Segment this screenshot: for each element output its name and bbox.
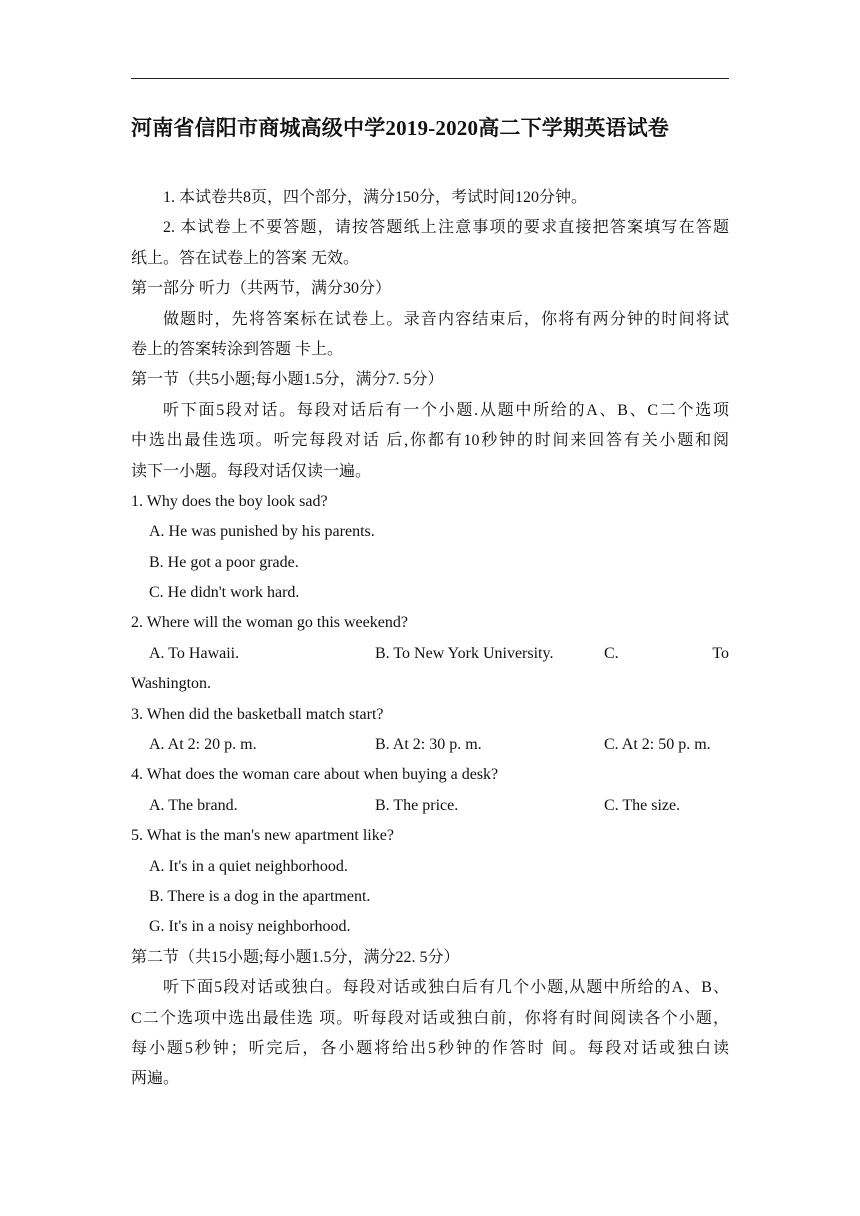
answer-option — [604, 639, 729, 669]
instruction-line: 中选出最佳选项。听完每段对话 后,你都有10秒钟的时间来回答有关小题和阅 — [131, 432, 729, 450]
instruction-line: 两遍。 — [131, 1070, 180, 1088]
instruction-line: 做题时，先将答案标在试卷上。录音内容结束后，你将有两分钟的时间将试 — [163, 310, 729, 328]
answer-option: C. The size. — [604, 796, 681, 814]
part1-heading: 第一部分 听力（共两节，满分30分） — [131, 280, 392, 298]
answer-options-row — [131, 639, 729, 669]
instruction-line: 每小题5秒钟；听完后，各小题将给出5秒钟的作答时 间。每段对话或独白读 — [131, 1039, 729, 1057]
question-stem: 2. Where will the woman go this weekend? — [131, 614, 408, 632]
answer-option: A. He was punished by his parents. — [149, 523, 375, 541]
answer-option: B. There is a dog in the apartment. — [149, 887, 371, 905]
answer-option: A. The brand. — [149, 796, 238, 814]
answer-option: B. He got a poor grade. — [149, 553, 299, 571]
question-stem: 1. Why does the boy look sad? — [131, 492, 328, 510]
instruction-line: 卷上的答案转涂到答题 卡上。 — [131, 340, 344, 358]
answer-option: B. The price. — [375, 796, 459, 814]
header-rule — [131, 78, 729, 79]
exam-content — [131, 183, 729, 1095]
answer-options-row — [131, 730, 729, 760]
answer-option: C. He didn't work hard. — [149, 584, 300, 602]
instruction-line: C二个选项中选出最佳选 项。听每段对话或独白前，你将有时间阅读各个小题， — [131, 1009, 729, 1027]
question-stem: 5. What is the man's new apartment like? — [131, 827, 394, 845]
section2-heading: 第二节（共15小题;每小题1.5分，满分22. 5分） — [131, 948, 460, 966]
answer-option: A. It's in a quiet neighborhood. — [149, 857, 348, 875]
answer-option: A. To Hawaii. — [149, 644, 240, 662]
option-label: C. — [604, 644, 619, 662]
question-stem: 3. When did the basketball match start? — [131, 705, 384, 723]
answer-option: B. To New York University. — [375, 644, 554, 662]
answer-option: A. At 2: 20 p. m. — [149, 736, 257, 754]
instruction-line: 读下一小题。每段对话仅读一遍。 — [131, 462, 372, 480]
section1-heading: 第一节（共5小题;每小题1.5分，满分7. 5分） — [131, 371, 444, 389]
answer-option: B. At 2: 30 p. m. — [375, 736, 482, 754]
option-text: To — [712, 644, 729, 662]
answer-option: C. At 2: 50 p. m. — [604, 736, 711, 754]
answer-option-continued: Washington. — [131, 675, 212, 693]
answer-option: G. It's in a noisy neighborhood. — [149, 918, 351, 936]
answer-options-row — [131, 791, 729, 821]
instruction-line: 听下面5段对话。每段对话后有一个小题.从题中所给的A、B、C二个选项 — [163, 401, 729, 419]
note-line: 1. 本试卷共8页，四个部分，满分150分，考试时间120分钟。 — [163, 189, 588, 206]
question-stem: 4. What does the woman care about when buying a desk? — [131, 766, 499, 784]
page-title: 河南省信阳市商城高级中学2019-2020高二下学期英语试卷 — [131, 116, 669, 140]
note-line: 2. 本试卷上不要答题，请按答题纸上注意事项的要求直接把答案填写在答题 — [163, 219, 729, 237]
instruction-line: 听下面5段对话或独白。每段对话或独白后有几个小题,从题中所给的A、B、 — [163, 979, 729, 997]
note-line: 纸上。答在试卷上的答案 无效。 — [131, 249, 360, 267]
